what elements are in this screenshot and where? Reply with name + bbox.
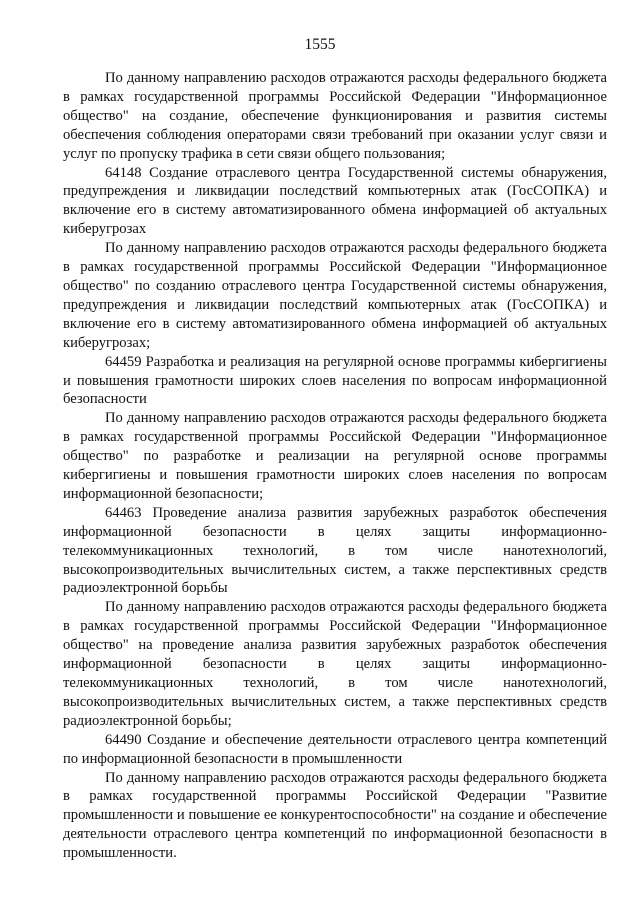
paragraph-budget-description: По данному направлению расходов отражаются расходы федерального бюджета в рамках государственной программы Российской Федерации "Информационное общество" на проведение анализа развития зарубежных разработок обеспечения информационной безопасности в целях защиты информационно-телекоммуникационных технологий, в том числе нанотехнологий, высокопроизводительных вычислительных систем, а также перспективных средств радиоэлектронной борьбы; (63, 599, 607, 729)
page-number: 1555 (304, 36, 336, 53)
document-body (63, 69, 607, 863)
paragraph-budget-description: По данному направлению расходов отражаются расходы федерального бюджета в рамках государственной программы Российской Федерации "Информационное общество" по разработке и реализации на регулярной основе программы кибергигиены и повышения грамотности широких слоев населения по вопросам информационной безопасности; (63, 410, 607, 502)
paragraph-budget-description: По данному направлению расходов отражаются расходы федерального бюджета в рамках государственной программы Российской Федерации "Развитие промышленности и повышение ее конкурентоспособности" на создание и обеспечение деятельности отраслевого центра компетенций по информационной безопасности в промышленности. (63, 769, 607, 862)
budget-item-64463-title: 64463 Проведение анализа развития зарубежных разработок обеспечения информационной безопасности в целях защиты информационно-телекоммуникационных технологий, в том числе нанотехнологий, высокопроизводительных вычислительных систем, а также перспективных средств радиоэлектронной борьбы (63, 504, 607, 597)
budget-item-64459-title: 64459 Разработка и реализация на регулярной основе программы кибергигиены и повышения грамотности широких слоев населения по вопросам информационной безопасности (63, 353, 607, 408)
budget-item-64148-title: 64148 Создание отраслевого центра Государственной системы обнаружения, предупреждения и ликвидации последствий компьютерных атак (ГосСОПКА) и включение его в систему автоматизированного обмена информацией об актуальных киберугрозах (63, 164, 607, 238)
budget-item-64490-title: 64490 Создание и обеспечение деятельности отраслевого центра компетенций по информационной безопасности в промышленности (63, 731, 607, 767)
paragraph-budget-description: По данному направлению расходов отражаются расходы федерального бюджета в рамках государственной программы Российской Федерации "Информационное общество" на создание, обеспечение функционирования и развития системы обеспечения соблюдения операторами связи требований при оказании услуг связи и услуг по пропуску трафика в сети связи общего пользования; (63, 70, 607, 162)
paragraph-budget-description: По данному направлению расходов отражаются расходы федерального бюджета в рамках государственной программы Российской Федерации "Информационное общество" по созданию отраслевого центра Государственной системы обнаружения, предупреждения и ликвидации последствий компьютерных атак (ГосСОПКА) и включение его в систему автоматизированного обмена информацией об актуальных киберугрозах; (63, 240, 607, 351)
